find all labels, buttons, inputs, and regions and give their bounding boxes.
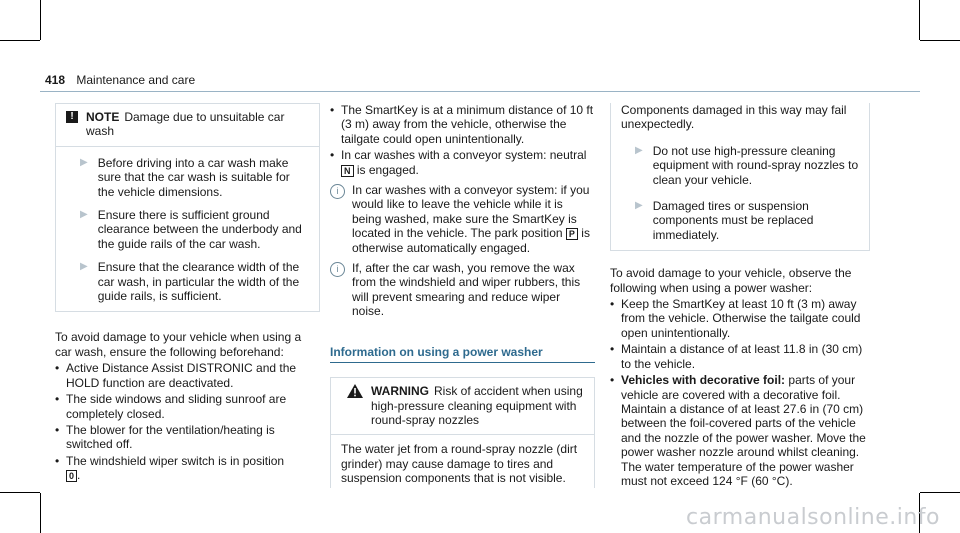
warning-body: The water jet from a round-spray nozzle (dirt grinder) may cause damage to tires and suspension components that is not visible. xyxy=(341,442,578,486)
crop-mark xyxy=(40,493,41,533)
list-item: • The SmartKey is at a minimum distance of 10 ft (3 m) away from the vehicle, otherwise the tailgate could open unintentionally. xyxy=(330,103,595,146)
divider xyxy=(56,146,319,147)
info-icon: i xyxy=(330,262,345,277)
list-item: • In car washes with a conveyor system: neutral N is engaged. xyxy=(330,148,595,177)
crop-mark xyxy=(919,0,920,40)
box-item: ▶ Damaged tires or suspension components must be replaced immediately. xyxy=(635,199,814,242)
info-icon: i xyxy=(330,184,345,199)
section-rule xyxy=(330,362,595,363)
power-washer-list xyxy=(610,297,870,488)
note-item: ▶ Before driving into a car wash make sure that the car wash is suitable for the vehicle dimensions. xyxy=(80,155,290,199)
list-item: • Active Distance Assist DISTRONIC and the HOLD function are deactivated. xyxy=(55,361,320,390)
info-note: i In car washes with a conveyor system: if you would like to leave the vehicle while it is being washed, make sure the SmartKey is located in the vehicle. The park position P is otherwise automatically engaged. xyxy=(330,183,595,255)
park-key: P xyxy=(566,228,578,240)
neutral-key: N xyxy=(341,165,354,177)
list-item: • Keep the SmartKey at least 10 ft (3 m) away from the vehicle. Otherwise the tailgate could open unintentionally. xyxy=(610,297,870,340)
crop-mark xyxy=(920,40,960,41)
crop-mark xyxy=(0,492,40,493)
box-item: ▶ Do not use high-pressure cleaning equipment with round-spray nozzles to clean your vehicle. xyxy=(635,143,859,187)
crop-mark xyxy=(920,492,960,493)
intro-text: To avoid damage to your vehicle when using a car wash, ensure the following beforehand: xyxy=(55,330,302,359)
column-2 xyxy=(330,103,595,488)
box-body: Components damaged in this way may fail unexpectedly. xyxy=(621,103,847,132)
intro-text: To avoid damage to your vehicle, observe the following when using a power washer: xyxy=(610,266,852,295)
page-header xyxy=(45,73,195,87)
warning-box-continued xyxy=(610,103,870,251)
watermark: carmanualsonline.info xyxy=(686,504,940,530)
warning-icon xyxy=(347,384,363,398)
column-3 xyxy=(610,103,870,488)
note-label: NOTE xyxy=(86,110,120,124)
warning-label: WARNING xyxy=(371,384,429,399)
arrow-right-icon: ▶ xyxy=(635,200,643,212)
chapter-title: Maintenance and care xyxy=(76,73,196,87)
list-item: • The windshield wiper switch is in position 0 . xyxy=(55,454,320,483)
note-item: ▶ Ensure there is sufficient ground clearance between the underbody and the guide rails of the car wash. xyxy=(80,208,302,251)
crop-mark xyxy=(0,40,40,41)
info-note: i If, after the car wash, you remove the wax from the windshield and wiper rubbers, this will prevent smearing and reduce wiper noise. xyxy=(330,261,595,319)
exclamation-icon: ! xyxy=(66,111,78,123)
arrow-right-icon: ▶ xyxy=(635,144,643,156)
precaution-list xyxy=(330,103,595,177)
section-title: Information on using a power washer xyxy=(330,344,543,359)
arrow-right-icon: ▶ xyxy=(80,261,88,273)
list-item: • The side windows and sliding sunroof are completely closed. xyxy=(55,392,320,421)
page-number: 418 xyxy=(45,73,66,87)
crop-mark xyxy=(40,0,41,40)
list-item: • Maintain a distance of at least 11.8 in (30 cm) to the vehicle. xyxy=(610,342,870,371)
header-rule xyxy=(40,91,920,92)
column-1 xyxy=(55,103,320,483)
note-title: Damage due to unsuitable car wash xyxy=(86,110,285,139)
precaution-list xyxy=(55,361,320,482)
arrow-right-icon: ▶ xyxy=(80,209,88,221)
list-item: • Vehicles with decorative foil: parts of your vehicle are covered with a decorative foil. Maintain a distance of at least 27.6 in (70 cm) between the foil-covered parts of the vehicle and the nozzle of the power washer. Move the power washer nozzle around whilst cleaning. The water temperature of the power washer must not exceed 124 °F (60 °C). xyxy=(610,373,870,488)
list-item: • The blower for the ventilation/heating is switched off. xyxy=(55,423,320,452)
note-box xyxy=(55,103,320,312)
note-item: ▶ Ensure that the clearance width of the car wash, in particular the width of the guide rails, is sufficient. xyxy=(80,260,300,304)
wiper-position-key: 0 xyxy=(66,470,77,482)
warning-title: Risk of accident when using high-pressure cleaning equipment with round-spray nozzles xyxy=(371,384,583,427)
arrow-right-icon: ▶ xyxy=(80,156,88,168)
warning-box xyxy=(330,377,595,487)
divider xyxy=(331,434,594,435)
